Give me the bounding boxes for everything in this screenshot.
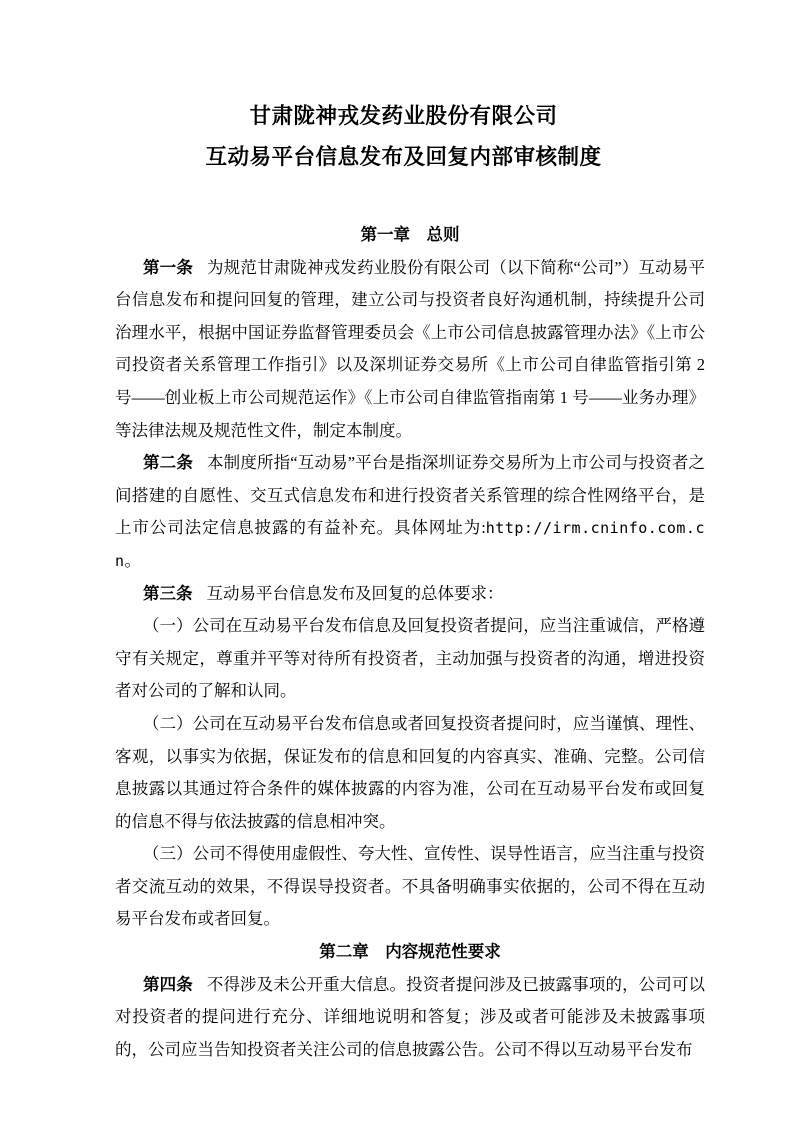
article-4-label: 第四条	[143, 974, 193, 994]
article-1	[115, 252, 705, 448]
article-4	[115, 969, 705, 1067]
article-3-label: 第三条	[143, 583, 193, 603]
article-3-text: 互动易平台信息发布及回复的总体要求：	[206, 583, 504, 603]
article-3-item-1: （一）公司在互动易平台发布信息及回复投资者提问，应当注重诚信，严格遵守有关规定，尊重并平等对待所有投资者，主动加强与投资者的沟通，增进投资者对公司的了解和认同。	[115, 616, 705, 701]
platform-url-text: http://irm.cninfo.com.cn	[115, 519, 705, 570]
article-4-text: 不得涉及未公开重大信息。投资者提问涉及已披露事项的，公司可以对投资者的提问进行充分、详细地说明和答复；涉及或者可能涉及未披露事项的，公司应当告知投资者关注公司的信息披露公告。公司不得以互动易平台发布	[115, 974, 705, 1059]
chapter-1-heading: 第一章 总则	[360, 225, 460, 244]
doc-title-line-1: 甘肃陇神戎发药业股份有限公司	[249, 104, 558, 128]
title-body-spacer	[115, 178, 705, 219]
article-3-item-3: （三）公司不得使用虚假性、夸大性、宣传性、误导性语言，应当注重与投资者交流互动的效果，不得误导投资者。不具备明确事实依据的，公司不得在互动易平台发布或者回复。	[115, 844, 705, 929]
document-body	[115, 219, 705, 1066]
article-2	[115, 447, 705, 577]
article-2-text: 本制度所指“互动易”平台是指深圳证券交易所为上市公司与投资者之间搭建的自愿性、交互式信息发布和进行投资者关系管理的综合性网络平台，是上市公司法定信息披露的有益补充。具体网址为:	[115, 453, 706, 538]
chapter-2-heading: 第二章 内容规范性要求	[319, 942, 501, 962]
article-3	[115, 578, 705, 611]
article-2-label: 第二条	[143, 453, 193, 473]
article-3-item-2: （二）公司在互动易平台发布信息或者回复投资者提问时，应当谨慎、理性、客观，以事实为依据，保证发布的信息和回复的内容真实、准确、完整。公司信息披露以其通过符合条件的媒体披露的内容为准，公司在互动易平台发布或回复的信息不得与依法披露的信息相冲突。	[115, 713, 705, 831]
article-1-text: 为规范甘肃陇神戎发药业股份有限公司（以下简称“公司”）互动易平台信息发布和提问回复的管理，建立公司与投资者良好沟通机制，持续提升公司治理水平，根据中国证券监督管理委员会《上市公司信息披露管理办法》《上市公司投资者关系管理工作指引》以及深圳证券交易所《上市公司自律监管指引第 2 号——创业板上市公司规范运作》《上市公司自律监管指南第 1 号——业务办理》等法律法规及规范性文件，制定本制度。	[115, 257, 706, 440]
article-2-text-end: 。	[124, 550, 142, 570]
doc-title-line-2: 互动易平台信息发布及回复内部审核制度	[205, 145, 602, 169]
article-1-label: 第一条	[143, 257, 193, 277]
